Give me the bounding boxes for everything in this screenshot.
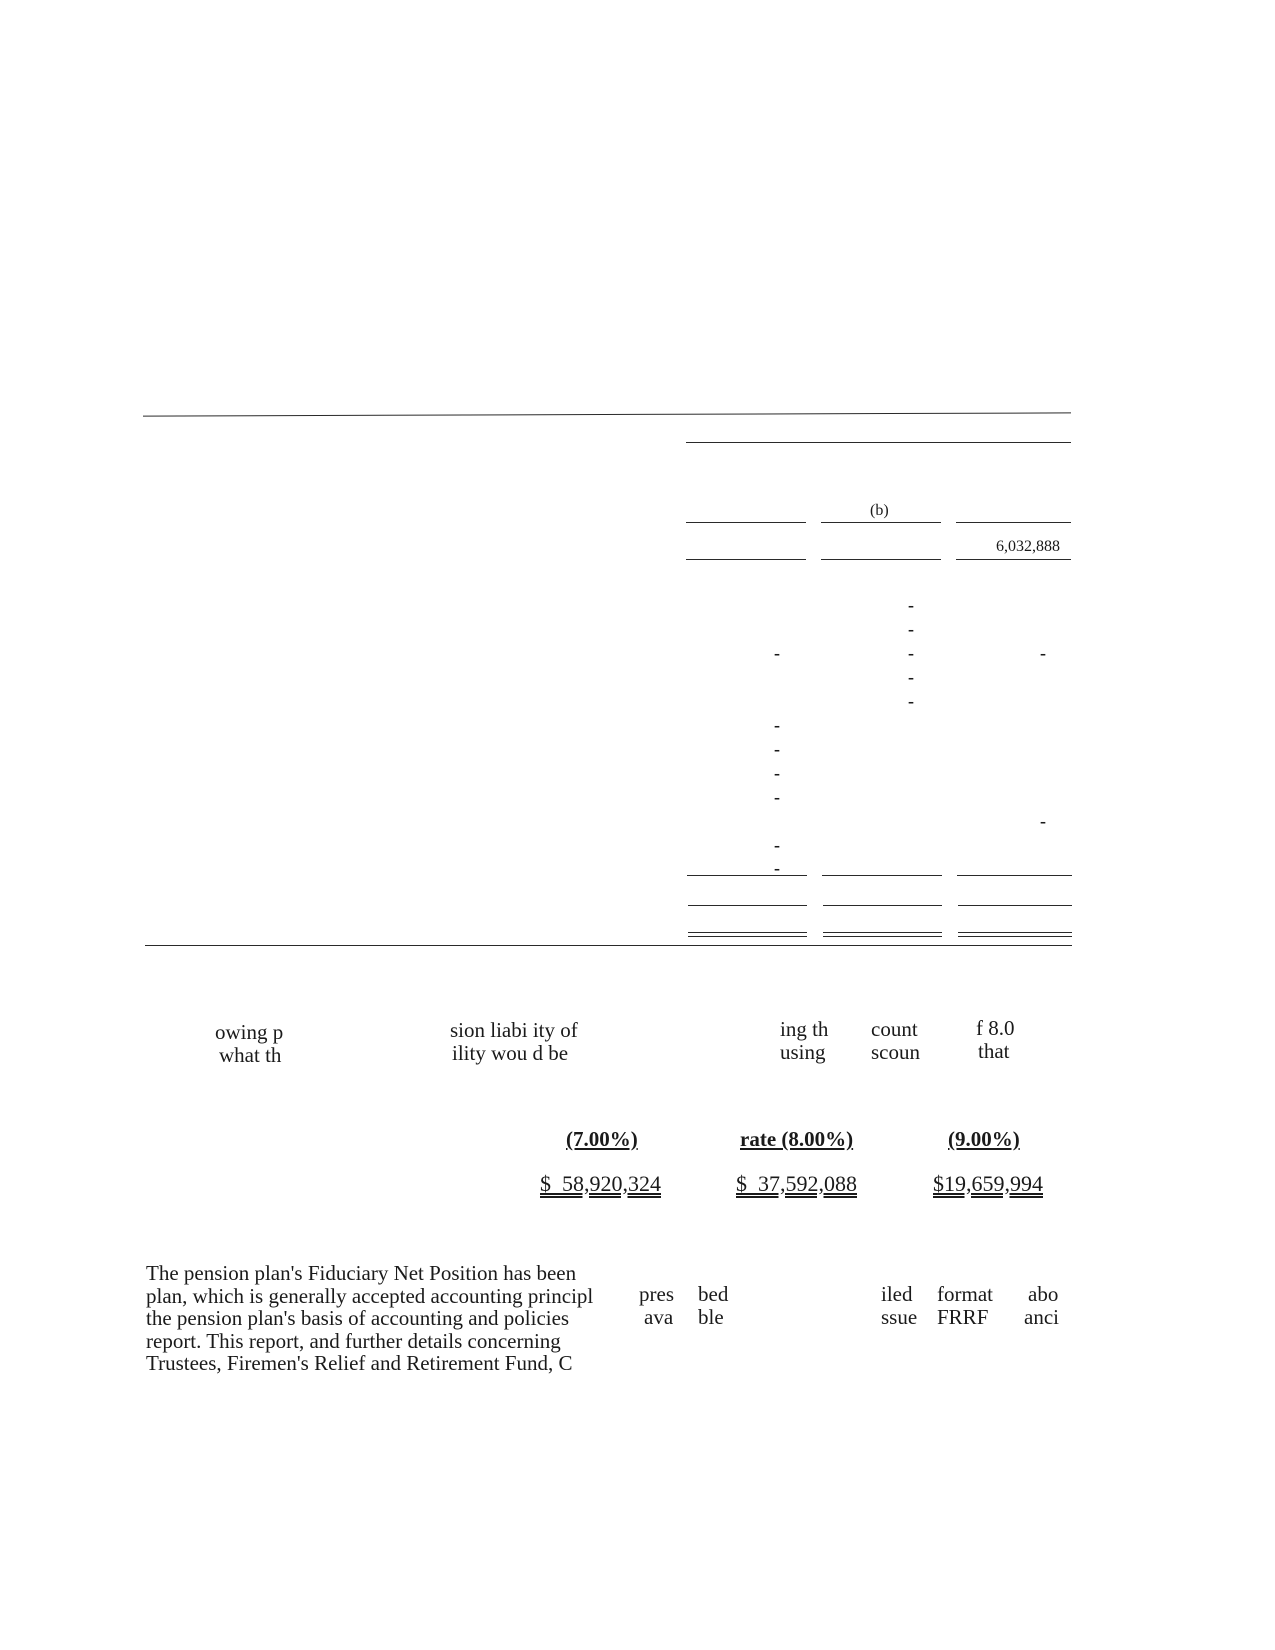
intro-fragment-4: count scoun xyxy=(871,1017,920,1064)
header-span-rule xyxy=(686,442,1071,443)
col-a-balance-rule xyxy=(686,559,806,560)
paragraph-fragment-1: pres ava xyxy=(639,1282,674,1329)
col-a-subtotal-rule xyxy=(687,875,807,876)
col-b-balance-rule xyxy=(821,559,941,560)
col-c-header-rule xyxy=(956,522,1071,523)
col-a-header-rule xyxy=(686,522,806,523)
rate-header-current: rate (8.00%) xyxy=(740,1127,854,1151)
dash-b-1: - xyxy=(908,595,914,615)
dash-c-1: - xyxy=(1040,643,1046,663)
dash-a-6: - xyxy=(774,835,780,855)
intro-fragment-2: sion liabi ity of ility wou d be xyxy=(450,1018,578,1065)
paragraph-fragment-5: abo anci xyxy=(1024,1282,1059,1329)
paragraph-line: plan, which is generally accepted accounting principl xyxy=(146,1283,594,1308)
paragraph-fragment-2: bed ble xyxy=(698,1282,729,1329)
dash-c-2: - xyxy=(1040,811,1046,831)
dash-a-7: - xyxy=(774,858,780,878)
dash-a-5: - xyxy=(774,787,780,807)
col-c-double-rule xyxy=(958,932,1072,937)
col-a-total-rule xyxy=(688,905,807,906)
col-b-header-rule xyxy=(821,522,941,523)
col-b-label: (b) xyxy=(870,502,889,519)
paragraph-line: report. This report, and further details concerning xyxy=(146,1328,561,1353)
liability-value-high: $19,659,994 xyxy=(933,1171,1043,1196)
intro-fragment-5: f 8.0 that xyxy=(976,1016,1015,1063)
paragraph-line: Trustees, Firemen's Relief and Retirement Fund, C xyxy=(146,1351,573,1375)
paragraph-fragment-4: format FRRF xyxy=(937,1282,993,1329)
col-c-balance-rule xyxy=(956,559,1071,560)
paragraph-fragment-3: iled ssue xyxy=(881,1282,918,1329)
liability-value-low: $ 58,920,324 xyxy=(540,1171,661,1196)
dash-b-4: - xyxy=(908,667,914,687)
table-bottom-rule xyxy=(145,945,1072,946)
table-top-rule xyxy=(143,412,1071,416)
liability-value-current: $ 37,592,088 xyxy=(736,1171,857,1196)
total-value: 6,032,888 xyxy=(996,538,1060,555)
intro-fragment-3: ing th using xyxy=(780,1017,829,1064)
col-c-total-rule xyxy=(958,905,1072,906)
dash-a-4: - xyxy=(774,763,780,783)
dash-a-1: - xyxy=(774,643,780,663)
col-c-subtotal-rule xyxy=(957,875,1072,876)
col-b-subtotal-rule xyxy=(822,875,942,876)
dash-b-3: - xyxy=(908,643,914,663)
paragraph-line: The pension plan's Fiduciary Net Position has been xyxy=(146,1261,577,1285)
paragraph-line: the pension plan's basis of accounting and policies xyxy=(146,1306,570,1330)
col-b-total-rule xyxy=(823,905,942,906)
col-a-double-rule xyxy=(688,932,807,937)
dash-b-5: - xyxy=(908,691,914,711)
rate-header-low: (7.00%) xyxy=(566,1127,638,1151)
dash-b-2: - xyxy=(908,619,914,639)
dash-a-3: - xyxy=(774,739,780,759)
rate-header-high: (9.00%) xyxy=(948,1127,1020,1151)
intro-fragment-1: owing p what th xyxy=(215,1020,284,1067)
fiduciary-paragraph xyxy=(146,1262,593,1375)
dash-a-2: - xyxy=(774,715,780,735)
col-b-double-rule xyxy=(823,932,942,937)
